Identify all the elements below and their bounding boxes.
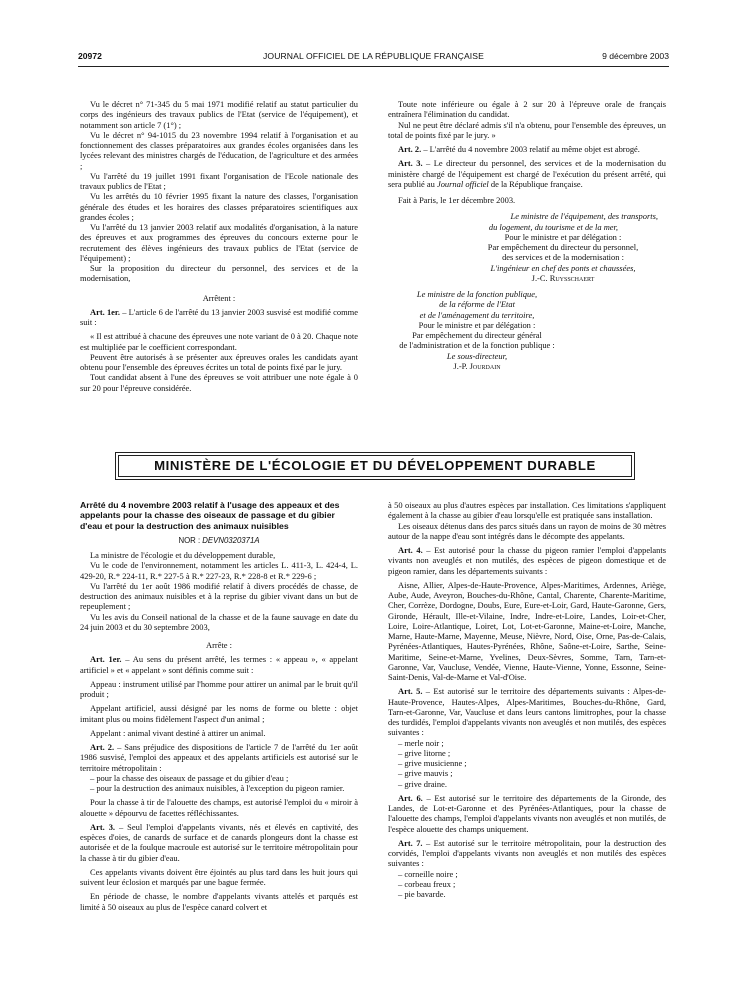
department-list: Aisne, Allier, Alpes-de-Haute-Provence, Alpes-Maritimes, Ardennes, Ariège, Aube, Aude, Aveyron, Bouches-du-Rhône, Cantal, Charente, Charente-Maritime, Cher, Corrèze, Dordogne, Doubs, Eure, Eure-et-Loir, Gard, Haute-Garonne, Gers, Gironde, Hérault, Ille-et-Vilaine, Indre, Indre-et-Loire, Landes, Loir-et-Cher, Loire, Loire-Atlantique, Loiret, Lot, Lot-et-Garonne, Maine-et-Loire, Manche, Marne, Haute-Marne, Mayenne, Meuse, Nièvre, Nord, Oise, Orne, Pas-de-Calais, Pyrénées-Atlantiques, Hautes-Pyrénées, Rhône, Saône-et-Loire, Sarthe, Seine-Maritime, Seine-et-Marne, Yvelines, Deux-Sèvres, Somme, Tarn, Tarn-et-Garonne, Var, Vaucluse, Vendée, Vienne, Haute-Vienne, Yonne, Essonne, Seine-Saint-Denis, Val-de-Marne et Val-d'Oise. [388, 579, 666, 682]
article-text: – Au sens du présent arrêté, les termes : « appeau », « appelant artificiel » et « appelant » sont définis comme suit : [80, 654, 358, 675]
page-number: 20972 [78, 51, 102, 61]
signatory-title: Le ministre de l'équipement, des transports, [510, 211, 658, 222]
paragraph: La ministre de l'écologie et du développement durable, [90, 550, 276, 561]
article-3 [388, 158, 666, 189]
article-text: – Est autorisé sur le territoire métropolitain, pour la destruction des corvidés, l'emploi d'appelants vivants non aveuglés et non mutilés des espèces suivantes : [388, 837, 666, 869]
article-label: Art. 4. [398, 545, 423, 555]
paragraph: Tout candidat absent à l'une des épreuves se voit attribuer une note égale à 0 sur 20 pour l'épreuve considérée. [80, 372, 358, 393]
definition: Appeau : instrument utilisé par l'homme pour attirer un animal par le bruit qu'il produit ; [80, 678, 358, 700]
signature-block-2 [388, 289, 666, 371]
article-2 [388, 144, 666, 154]
article-1 [80, 654, 358, 675]
article-text: – Est autorisé sur le territoire des départements suivants : Alpes-de-Haute-Provence, Hautes-Alpes, Alpes-Maritimes, Bouches-du-Rhône, Gard, Tarn-et-Garonne, Var, Vaucluse et dans leurs cantons limitrophes, pour la chasse des turdidés, l'emploi d'appelants vivants non aveuglés et non mutilés, des espèces suivantes : [388, 686, 666, 738]
paragraph: Vu l'arrêté du 13 janvier 2003 relatif aux modalités d'organisation, à la nature des épreuves et aux programmes des épreuves du concours externe pour le recrutement des élèves ingénieurs des travaux publics de l'Etat (service de l'équipement) ; [80, 222, 358, 263]
list-item: – grive litorne ; [398, 747, 451, 758]
list-item: – pie bavarde. [398, 889, 446, 899]
journal-reference: Journal officiel [436, 178, 489, 189]
list-item: – merle noir ; [398, 737, 444, 748]
ministry-heading: MINISTÈRE DE L'ÉCOLOGIE ET DU DÉVELOPPEMENT DURABLE [118, 455, 632, 477]
arrete-title: Arrêté du 4 novembre 2003 relatif à l'usage des appeaux et des appelants pour la chasse des oiseaux de passage et du gibier d'eau et pour la destruction des animaux nuisibles [80, 500, 340, 531]
article-5 [388, 686, 666, 737]
article-text: de la République française. [488, 178, 583, 189]
arretent-label: Arrêtent : [202, 292, 236, 303]
article-1 [80, 307, 358, 328]
signatory-name: J.-P. Jourdain [453, 360, 501, 371]
paragraph: Les oiseaux détenus dans des parcs situés dans un rayon de moins de 30 mètres autour de la nappe d'eau sont intégrés dans le décompte des appelants. [388, 520, 666, 541]
signatory-title: Le ministre de la fonction publique, [416, 289, 538, 299]
paragraph: Pour la chasse à tir de l'alouette des champs, est autorisé l'emploi du « miroir à alouette » dépourvu de facettes réfléchissantes. [80, 797, 358, 818]
list-item: – pour la destruction des animaux nuisibles, à l'exception du pigeon ramier. [90, 783, 345, 794]
signatory-role: Le sous-directeur, [446, 350, 508, 361]
delegation-line: Par empêchement du directeur général [412, 330, 542, 340]
delegation-line: des services et de la modernisation : [502, 252, 624, 263]
signature-block-1 [388, 211, 666, 283]
paragraph: « Il est attribué à chacune des épreuves une note variant de 0 à 20. Chaque note est multipliée par le coefficient correspondant. [80, 331, 358, 352]
column-bottom-right [388, 500, 666, 899]
paragraph: Ces appelants vivants doivent être éjointés au plus tard dans les huit jours qui suivent leur éclosion et marqués par une bague fermée. [80, 866, 358, 888]
signatory-role: L'ingénieur en chef des ponts et chaussées, [490, 262, 636, 273]
column-top-right [388, 99, 666, 371]
list-item: – corbeau freux ; [398, 878, 456, 889]
article-label: Art. 6. [398, 792, 423, 803]
article-label: Art. 2. [398, 144, 422, 154]
paragraph: Sur la proposition du directeur du personnel, des services et de la modernisation, [80, 263, 358, 284]
paragraph: Peuvent être autorisés à se présenter aux épreuves orales les candidats ayant obtenu pour l'ensemble des épreuves écrites un total de points fixé par le jury. [80, 351, 358, 372]
page-header [78, 51, 669, 65]
list-item: – grive musicienne ; [398, 758, 467, 768]
nor-code: DEVN0320371A [202, 535, 260, 545]
signatory-title: de la réforme de l'Etat [439, 299, 515, 310]
header-rule [78, 66, 669, 67]
column-bottom-left [80, 500, 358, 912]
article-text: – L'article 6 de l'arrêté du 13 janvier 2003 susvisé est modifié comme suit : [80, 306, 358, 327]
signatory-title: et de l'aménagement du territoire, [419, 309, 535, 320]
article-label: Art. 7. [398, 837, 423, 848]
journal-title: JOURNAL OFFICIEL DE LA RÉPUBLIQUE FRANÇAISE [263, 51, 484, 61]
paragraph: Vu les arrêtés du 10 février 1995 fixant la nature des classes, l'organisation générale des études et les horaires des classes préparatoires scientifiques aux grandes écoles ; [80, 191, 358, 222]
article-text: – L'arrêté du 4 novembre 2003 relatif au même objet est abrogé. [421, 144, 640, 154]
paragraph: Vu l'arrêté du 1er août 1986 modifié relatif à divers procédés de chasse, de destruction des animaux nuisibles et à la reprise du gibier vivant dans un but de repeuplement ; [80, 580, 358, 612]
column-top-left [80, 99, 358, 393]
article-label: Art. 1er. [90, 306, 121, 317]
arrete-label: Arrête : [205, 640, 232, 651]
article-text: – Le directeur du personnel, des services et de la modernisation du ministère chargé de l'équipement est chargé de l'exécution du présent arrêté, qui sera publié au [388, 158, 666, 189]
issue-date: 9 décembre 2003 [602, 51, 669, 61]
signatory-name: J.-C. Ruysschaert [531, 272, 595, 283]
paragraph: Vu le décret n° 94-1015 du 23 novembre 1994 relatif à l'organisation et au fonctionnement des classes préparatoires aux grandes écoles organisées dans les lycées relevant des ministres chargés de l'éducation, de l'agriculture et des armées ; [80, 129, 358, 171]
article-label: Art. 3. [398, 158, 423, 169]
paragraph: Vu l'arrêté du 19 juillet 1991 fixant l'organisation de l'Ecole nationale des travaux publics de l'Etat ; [80, 170, 358, 191]
article-label: Art. 1er. [90, 654, 122, 665]
definition: Appelant artificiel, aussi désigné par les noms de forme ou blette : objet imitant plus ou moins fidèlement l'aspect d'un animal ; [80, 703, 358, 724]
paragraph: Toute note inférieure ou égale à 2 sur 20 à l'épreuve orale de français entraînera l'élimination du candidat. [388, 99, 666, 120]
paragraph: Vu le décret n° 71-345 du 5 mai 1971 modifié relatif au statut particulier du corps des ingénieurs des travaux publics de l'Etat (service de l'équipement), et notamment son article 7 (1°) ; [80, 99, 358, 130]
definition: Appelant : animal vivant destiné à attirer un animal. [90, 727, 266, 738]
nor-label: NOR : [178, 535, 203, 545]
article-label: Art. 5. [398, 686, 423, 697]
article-2 [80, 742, 358, 773]
list-item: – grive mauvis ; [398, 768, 453, 779]
signature-date: Fait à Paris, le 1er décembre 2003. [398, 195, 516, 205]
delegation-line: Pour le ministre et par délégation : [504, 231, 622, 242]
paragraph: En période de chasse, le nombre d'appelants vivants attelés et parqués est limité à 50 oiseaux au plus de l'espèce canard colvert et [80, 891, 358, 912]
list-item: – pour la chasse des oiseaux de passage et du gibier d'eau ; [90, 772, 289, 783]
list-item: – corneille noire ; [398, 868, 458, 879]
article-7 [388, 838, 666, 869]
article-text: – Seul l'emploi d'appelants vivants, nés et élevés en captivité, des espèces d'oies, de canards de surface et de canards plongeurs dont la chasse est autorisée et de la foulque macroule est autorisé sur le territoire métropolitain pour la chasse à tir du gibier d'eau. [80, 821, 358, 863]
paragraph: Vu les avis du Conseil national de la chasse et de la faune sauvage en date du 24 juin 2003 et du 30 septembre 2003, [80, 611, 358, 632]
article-text: – Sans préjudice des dispositions de l'article 7 de l'arrêté du 1er août 1986 susvisé, l'emploi des appeaux et des appelants artificiels est autorisé sur le territoire métropolitain : [80, 742, 358, 773]
article-6 [388, 793, 666, 834]
article-text: – Est autorisé sur le territoire des départements de la Gironde, des Landes, de Lot-et-Garonne et des Pyrénées-Atlantiques, pour la chasse de l'alouette des champs, l'emploi d'appelants vivants non aveuglés et non mutilés, de l'espèce alouette des champs uniquement. [388, 792, 667, 834]
delegation-line: Pour le ministre et par délégation : [418, 319, 536, 330]
article-4 [388, 545, 666, 576]
nor-reference [80, 536, 358, 546]
signatory-title: du logement, du tourisme et de la mer, [488, 221, 618, 232]
list-item: – grive draine. [398, 778, 447, 789]
delegation-line: de l'administration et de la fonction publique : [399, 340, 555, 351]
paragraph: Nul ne peut être déclaré admis s'il n'a obtenu, pour l'ensemble des épreuves, un total de points fixé par le jury. » [388, 119, 666, 140]
delegation-line: Par empêchement du directeur du personnel, [487, 242, 639, 252]
article-label: Art. 2. [90, 742, 115, 753]
article-text: – Est autorisé pour la chasse du pigeon ramier l'emploi d'appelants vivants non aveuglés et non mutilés, des espèces de pigeon domestique et de pigeon ramier, dans les départements suivants : [388, 545, 666, 576]
article-label: Art. 3. [90, 821, 116, 832]
paragraph: Vu le code de l'environnement, notamment les articles L. 411-3, L. 424-4, L. 429-20, R.* 224-11, R.* 227-5 à R.* 227-23, R.* 228-8 et R.* 229-6 ; [80, 560, 358, 581]
article-3 [80, 822, 358, 863]
paragraph: à 50 oiseaux au plus d'autres espèces par installation. Ces limitations s'appliquent également à la chasse au gibier d'eau lorsqu'elle est pratiquée sans installation. [388, 500, 666, 521]
